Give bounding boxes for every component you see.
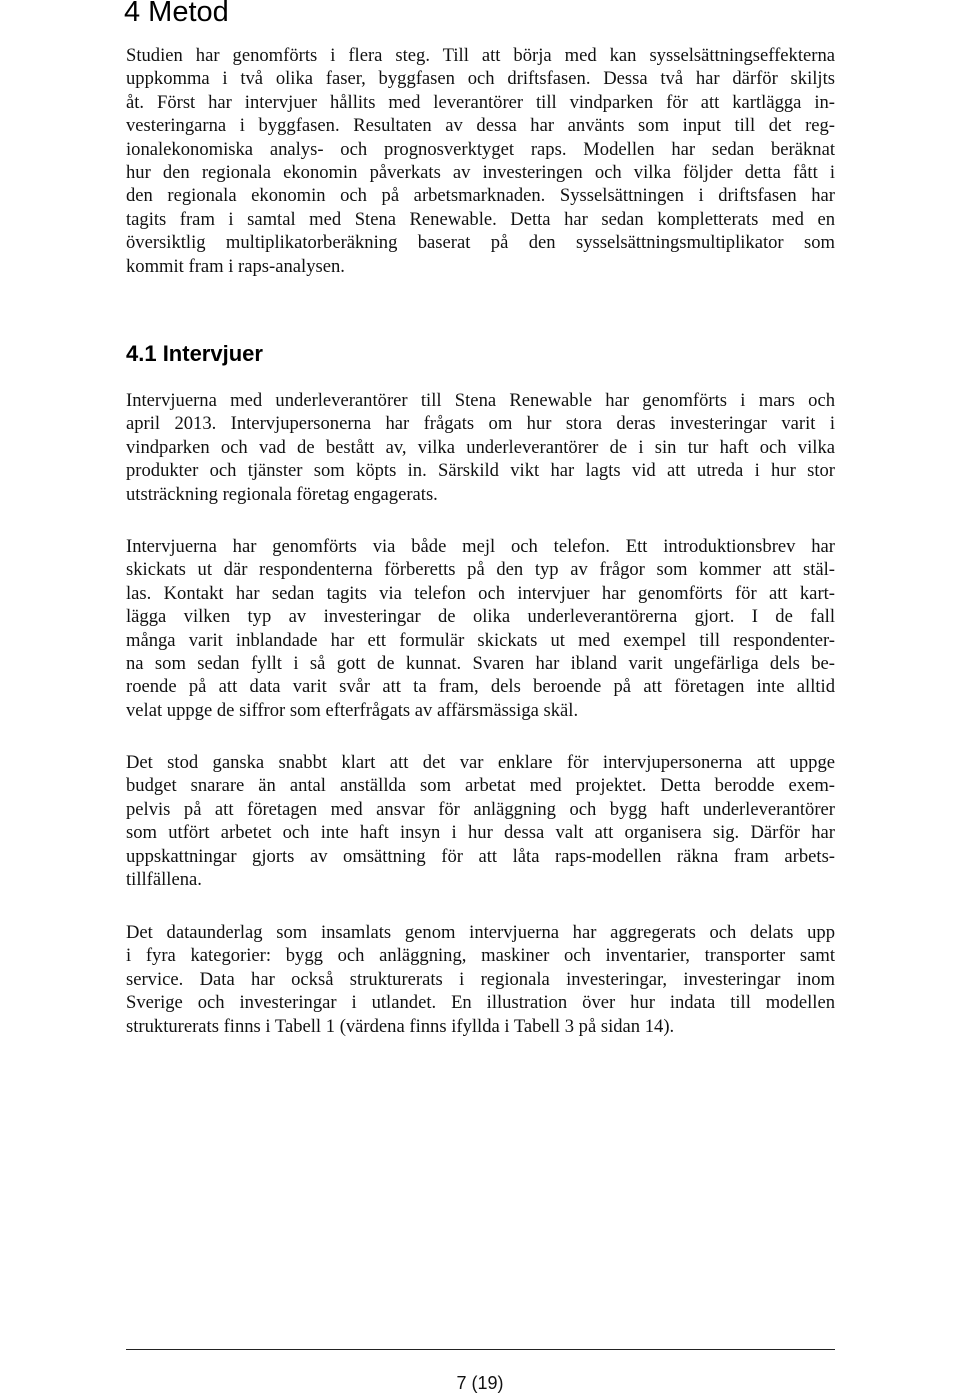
text-line: na som sedan fyllt i så gott de kunnat. Svaren har ibland varit ungefärliga dels be- xyxy=(126,652,835,674)
text-line: Intervjuerna har genomförts via både mejl och telefon. Ett introduktionsbrev har xyxy=(126,536,835,557)
text-line: hur den regionala ekonomin påverkats av investeringen och vilka följder detta fått i xyxy=(126,161,835,183)
text-line: Intervjuerna med underleverantörer till Stena Renewable har genomförts i mars och xyxy=(126,390,835,411)
subsection-paragraph-4 xyxy=(126,921,835,1038)
text-line: många varit inblandade har ett formulär skickats ut med exempel till respondenter- xyxy=(126,629,835,651)
text-line: service. Data har också strukturerats i regionala investeringar, investeringar inom xyxy=(126,968,835,990)
text-line: velat uppge de siffror som efterfrågats av affärsmässiga skäl. xyxy=(126,699,579,721)
text-line: Det dataunderlag som insamlats genom intervjuerna har aggregerats och delats upp xyxy=(126,922,835,943)
text-line: roende på att data varit svår att ta fram, dels beroende på att företagen inte alltid xyxy=(126,676,835,698)
text-line: utsträckning regionala företag engagerats. xyxy=(126,483,438,505)
text-line: åt. Först har intervjuer hållits med leverantörer till vindparken för att kartlägga in- xyxy=(126,91,835,113)
subsection-heading: 4.1 Intervjuer xyxy=(126,341,263,366)
text-line: uppskattningar gjorts av omsättning för att låta raps-modellen räkna fram arbets- xyxy=(126,845,835,867)
text-line: tillfällena. xyxy=(126,868,202,890)
text-line: tagits fram i samtal med Stena Renewable. Detta har sedan kompletterats med en xyxy=(126,208,835,230)
text-line: vesteringarna i byggfasen. Resultaten av dessa har använts som input till det reg- xyxy=(126,115,835,137)
page-number: 7 (19) xyxy=(456,1373,504,1393)
text-line: produkter och tjänster som köpts in. Särskild vikt har lagts vid att utreda i hur stor xyxy=(126,460,835,482)
text-line: kommit fram i raps-analysen. xyxy=(126,255,345,277)
text-line: las. Kontakt har sedan tagits via telefon och intervjuer har genomförts för att kart- xyxy=(126,582,835,604)
text-line: som utfört arbetet och inte haft insyn i hur dessa valt att organisera sig. Därför har xyxy=(126,822,835,844)
section-heading: 4 Metod xyxy=(124,0,229,28)
text-line: vindparken och vad de bestått av, vilka underleverantörer de i sin tur haft och vilka xyxy=(126,436,835,458)
text-line: översiktlig multiplikatorberäkning baserat på den sysselsättningsmultiplikator som xyxy=(126,232,835,254)
text-line: pelvis på att företagen med ansvar för anläggning och bygg haft underleverantörer xyxy=(126,798,835,820)
text-line: skickats ut där respondenterna förberetts på den typ av frågor som kommer att stäl- xyxy=(126,559,835,581)
section-paragraph-1 xyxy=(126,44,835,278)
subsection-paragraph-3 xyxy=(126,751,835,891)
text-line: Studien har genomförts i flera steg. Till att börja med kan sysselsättningseffekterna xyxy=(126,45,835,66)
text-line: uppkomma i två olika faser, byggfasen och driftsfasen. Dessa två har därför skiljts xyxy=(126,68,835,90)
text-line: i fyra kategorier: bygg och anläggning, maskiner och inventarier, transporter samt xyxy=(126,945,835,967)
subsection-paragraph-2 xyxy=(126,535,835,722)
text-line: strukturerats finns i Tabell 1 (värdena finns ifyllda i Tabell 3 på sidan 14). xyxy=(126,1015,675,1037)
text-line: Sverige och investeringar i utlandet. En illustration över hur indata till modellen xyxy=(126,992,835,1014)
footer-divider xyxy=(126,1349,835,1350)
text-line: lägga vilken typ av investeringar de olika underleverantörerna gjort. I de fall xyxy=(126,606,835,628)
text-line: ionalekonomiska analys- och prognosverktyget raps. Modellen har sedan beräknat xyxy=(126,138,835,160)
text-line: den regionala ekonomin och på arbetsmarknaden. Sysselsättningen i driftsfasen har xyxy=(126,185,835,207)
text-line: budget snarare än antal anställda som arbetat med projektet. Detta berodde exem- xyxy=(126,775,835,797)
text-line: Det stod ganska snabbt klart att det var enklare för intervjupersonerna att uppge xyxy=(126,752,835,773)
text-line: april 2013. Intervjupersonerna har frågats om hur stora deras investeringar varit i xyxy=(126,413,835,435)
subsection-paragraph-1 xyxy=(126,389,835,506)
